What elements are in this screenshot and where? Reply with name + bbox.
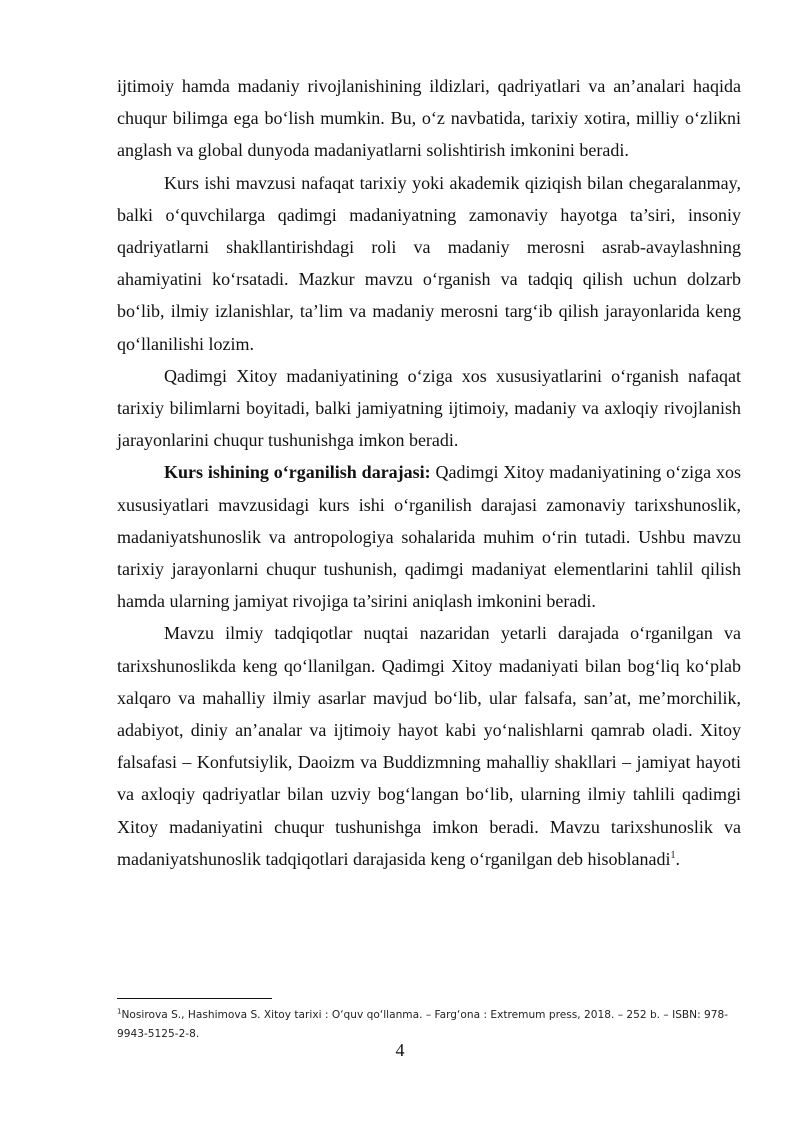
section-lead-heading: Kurs ishining o‘rganilish darajasi: (164, 462, 431, 483)
footnote-marker: 1 (117, 1007, 122, 1016)
footnote-text: Nosirova S., Hashimova S. Xitoy tarixi : O‘quv qo‘llanma. – Farg‘ona : Extremum press, 2018. – 252 b. – ISBN: 978-9943-5125-2-8. (117, 1009, 729, 1040)
paragraph-text: Qadimgi Xitoy madaniyatining o‘ziga xos xususiyatlarini o‘rganish nafaqat tarixiy bilimlarni boyitadi, balki jamiyatning ijtimoiy, madaniy va axloqiy rivojlanish jarayonlarini chuqur tushunishga imkon beradi. (117, 365, 741, 451)
paragraph-text: ijtimoiy hamda madaniy rivojlanishining ildizlari, qadriyatlari va an’analari haqida chuqur bilimga ega bo‘lish mumkin. Bu, o‘z navbatida, tarixiy xotira, milliy o‘zlikni anglash va global dunyoda madaniyatlarni solishtirish imkonini beradi. (117, 76, 741, 161)
page-number: 4 (395, 1040, 405, 1060)
paragraph-scholarship (117, 617, 741, 875)
paragraph-topic-relevance (117, 167, 741, 360)
paragraph-research-level (117, 456, 741, 617)
paragraph-study-value (117, 360, 741, 457)
footnote-divider (117, 998, 272, 999)
footnote-reference[interactable]: 1 (670, 849, 676, 861)
paragraph-text: Mavzu ilmiy tadqiqotlar nuqtai nazaridan yetarli darajada o‘rganilgan va tarixshunoslikda keng qo‘llanilgan. Qadimgi Xitoy madaniyati bilan bog‘liq ko‘plab xalqaro va mahalliy ilmiy asarlar mavjud bo‘lib, ular falsafa, san’at, me’morchilik, adabiyot, diniy an’analar va ijtimoiy hayot kabi yo‘nalishlarni qamrab oladi. Xitoy falsafasi – Konfutsiylik, Daoizm va Buddizmning mahalliy shakllari – jamiyat hayoti va axloqiy qadriyatlar bilan uzviy bog‘langan bo‘lib, ularning ilmiy tahlili qadimgi Xitoy madaniyatini chuqur tushunishga imkon beradi. Mavzu tarixshunoslik va madaniyatshunoslik tadqiqotlari darajasida keng o‘rganilgan deb hisoblanadi (117, 623, 741, 869)
paragraph-text: Kurs ishi mavzusi nafaqat tarixiy yoki akademik qiziqish bilan chegaralanmay, balki o‘quvchilarga qadimgi madaniyatning zamonaviy hayotga ta’siri, insoniy qadriyatlarni shakllantirishdagi roli va madaniy merosni asrab-avaylashning ahamiyatini ko‘rsatadi. Mazkur mavzu o‘rganish va tadqiq qilish uchun dolzarb bo‘lib, ilmiy izlanishlar, ta’lim va madaniy merosni targ‘ib qilish jarayonlarida keng qo‘llanilishi lozim. (117, 172, 741, 354)
page-body (117, 70, 741, 875)
paragraph-text: Qadimgi Xitoy madaniyatining o‘ziga xos xususiyatlari mavzusidagi kurs ishi o‘rganilish darajasi zamonaviy tarixshunoslik, madaniyatshunoslik va antropologiya sohalarida muhim o‘rin tutadi. Ushbu mavzu tarixiy jarayonlarni chuqur tushunish, qadimgi madaniyat elementlarini tahlil qilish hamda ularning jamiyat rivojiga ta’sirini aniqlash imkonini beradi. (117, 462, 741, 612)
footnote (117, 1006, 743, 1044)
paragraph-tail: . (675, 848, 681, 869)
paragraph-intro-continuation (117, 70, 741, 167)
